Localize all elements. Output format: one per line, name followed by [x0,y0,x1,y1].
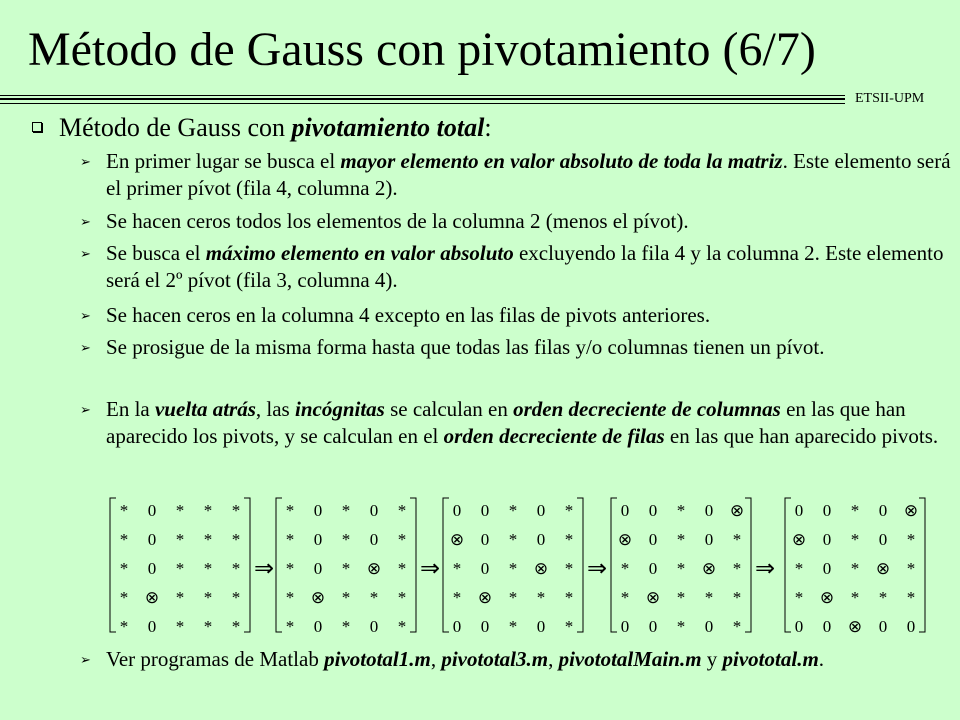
matrix-cell: 0 [704,501,714,520]
arrow-bullet-icon: ➢ [80,652,91,667]
matrix-cell: ⊗ [875,559,891,578]
matrix-cell: * [397,530,407,549]
implies-arrow-icon: ⇒ [587,554,608,582]
matrix-cell: 0 [147,559,157,578]
matrix-cell: * [341,588,351,607]
matrix-cell: 0 [147,530,157,549]
matrix-cell: * [732,530,742,549]
list-item: ➢ Ver programas de Matlab pivototal1.m, pivototal3.m, pivototalMain.m y pivototal.m. [80,647,825,671]
matrix-cell: ⊗ [729,501,745,520]
matrix-cell: * [452,559,462,578]
matrix-cell: * [508,559,518,578]
matrix [276,498,416,636]
matrix-cell: * [508,588,518,607]
matrix-cell: * [676,588,686,607]
matrix-cell: * [203,501,213,520]
matrix-cell: * [119,559,129,578]
matrix-cell: 0 [452,617,462,636]
matrix-cell: * [397,501,407,520]
matrix-cell: 0 [313,501,323,520]
matrix-cell: ⊗ [617,530,633,549]
matrix-cell: * [704,588,714,607]
matrix-cell: * [850,559,860,578]
matrix-cell: * [175,588,185,607]
matrix-cell: * [341,559,351,578]
matrix-right-bracket [577,498,583,632]
matrix-cell: ⊗ [533,559,549,578]
matrix-left-bracket [110,498,116,632]
matrix-cell: 0 [878,530,888,549]
matrix-cell: ⊗ [819,588,835,607]
matrix-cell: * [369,588,379,607]
matrix-cell: * [850,588,860,607]
matrix [785,498,925,636]
institution-label: ETSII-UPM [855,91,925,106]
list-item: ➢ Se prosigue de la misma forma hasta que todas las filas y/o columnas tienen un pívot. [80,335,825,359]
matrix-cell: * [341,617,351,636]
matrix-cell: 0 [822,530,832,549]
matrix-cell: * [508,501,518,520]
list-item: ➢ En primer lugar se busca el mayor elemento en valor absoluto de toda la matriz. Este elemento será el primer pívot (fila 4, columna 2). [80,149,951,200]
implies-arrow-icon: ⇒ [755,554,776,582]
header-rule [0,98,845,100]
matrix-cell: ⊗ [144,588,160,607]
matrix-cell: * [564,559,574,578]
matrix-cell: 0 [480,501,490,520]
matrix-cell: * [231,617,241,636]
matrix-cell: * [564,530,574,549]
arrow-bullet-icon: ➢ [80,402,91,417]
matrix-cell: * [397,559,407,578]
arrow-bullet-icon: ➢ [80,214,91,229]
matrix-cell: * [564,501,574,520]
implies-arrow-icon: ⇒ [254,554,275,582]
matrix-cell: * [175,501,185,520]
matrix-cell: 0 [147,501,157,520]
matrix-cell: 0 [369,617,379,636]
matrix-cell: * [231,501,241,520]
matrix-cell: * [341,530,351,549]
matrix-cell: * [397,617,407,636]
matrix-cell: * [285,617,295,636]
matrix-cell: * [119,617,129,636]
matrix-cell: 0 [794,617,804,636]
matrix-cell: 0 [822,617,832,636]
matrix-right-bracket [745,498,751,632]
matrix [443,498,583,636]
matrix-cell: * [231,530,241,549]
arrow-bullet-icon: ➢ [80,340,91,355]
matrix [110,498,250,636]
matrix-cell: * [620,559,630,578]
matrix-cell: * [175,559,185,578]
matrix-cell: * [285,501,295,520]
matrix-cell: * [620,588,630,607]
matrix-cell: 0 [648,617,658,636]
matrix-cell: * [564,588,574,607]
matrix-cell: * [850,501,860,520]
matrix-cell: * [119,588,129,607]
matrix-cell: * [906,530,916,549]
matrix-cell: ⊗ [791,530,807,549]
matrix-cell: * [231,588,241,607]
matrix-right-bracket [244,498,250,632]
matrix-cell: ⊗ [449,530,465,549]
matrix-cell: * [536,588,546,607]
matrix-cell: * [794,588,804,607]
arrow-bullet-icon: ➢ [80,246,91,261]
matrix-cell: 0 [536,501,546,520]
matrix-cell: 0 [878,501,888,520]
matrix-cell: * [203,588,213,607]
matrix-sequence [0,496,960,636]
matrix-cell: * [676,530,686,549]
matrix-cell: 0 [822,559,832,578]
list-item: ➢ En la vuelta atrás, las incógnitas se calculan en orden decreciente de columnas en las que han aparecido los pivots, y se calculan en el orden decreciente de filas en las que han aparecido pivots. [80,397,939,448]
header-rule [0,95,845,96]
matrix-cell: * [285,530,295,549]
matrix-cell: * [203,559,213,578]
matrix-cell: 0 [480,559,490,578]
matrix-left-bracket [443,498,449,632]
matrix-cell: 0 [147,617,157,636]
matrix-cell: * [732,588,742,607]
matrix-cell: * [878,588,888,607]
matrix-cell: ⊗ [701,559,717,578]
matrix-cell: * [175,617,185,636]
matrix-cell: * [119,530,129,549]
matrix-cell: 0 [536,530,546,549]
matrix-cell: 0 [906,617,916,636]
matrix-cell: 0 [480,617,490,636]
matrix-left-bracket [785,498,791,632]
matrix-cell: * [508,617,518,636]
matrix-cell: * [676,559,686,578]
matrix-cell: * [676,501,686,520]
matrix-cell: * [850,530,860,549]
matrix-cell: * [203,530,213,549]
header-rule [0,103,845,104]
matrix-cell: * [175,530,185,549]
list-item: ➢ Se hacen ceros en la columna 4 excepto en las filas de pivots anteriores. [80,303,711,327]
matrix-cell: 0 [878,617,888,636]
list-item: ➢ Se hacen ceros todos los elementos de la columna 2 (menos el pívot). [80,209,689,233]
matrix-cell: * [119,501,129,520]
matrix-cell: 0 [536,617,546,636]
matrix-cell: ⊗ [477,588,493,607]
matrix-cell: * [906,559,916,578]
matrix-cell: * [341,501,351,520]
matrix-cell: 0 [620,501,630,520]
matrix-cell: * [732,617,742,636]
matrix-cell: 0 [369,501,379,520]
main-bullet: Método de Gauss con pivotamiento total: [32,113,492,143]
matrix-cell: 0 [313,559,323,578]
arrow-bullet-icon: ➢ [80,154,91,169]
matrix-cell: 0 [704,617,714,636]
matrix-cell: ⊗ [847,617,863,636]
matrix-cell: ⊗ [310,588,326,607]
matrix-cell: * [285,559,295,578]
matrix-cell: 0 [648,530,658,549]
matrix-cell: * [906,588,916,607]
matrix-cell: * [397,588,407,607]
matrix [611,498,751,636]
matrix-cell: 0 [620,617,630,636]
matrix-cell: 0 [822,501,832,520]
matrix-cell: 0 [704,530,714,549]
arrow-bullet-icon: ➢ [80,308,91,323]
matrix-cell: 0 [480,530,490,549]
matrix-cell: 0 [313,617,323,636]
matrix-cell: 0 [794,501,804,520]
matrix-left-bracket [611,498,617,632]
matrix-cell: * [564,617,574,636]
list-item: ➢ Se busca el máximo elemento en valor absoluto excluyendo la fila 4 y la columna 2. Este elemento será el 2º pívot (fila 3, columna 4). [80,241,944,292]
matrix-cell: * [452,588,462,607]
matrix-cell: 0 [648,501,658,520]
slide-title: Método de Gauss con pivotamiento (6/7) [28,23,816,76]
matrix-cell: 0 [369,530,379,549]
matrix-left-bracket [276,498,282,632]
matrix-cell: ⊗ [903,501,919,520]
matrix-right-bracket [919,498,925,632]
matrix-cell: 0 [452,501,462,520]
matrix-cell: ⊗ [366,559,382,578]
matrix-cell: 0 [313,530,323,549]
matrix-cell: * [794,559,804,578]
matrix-cell: * [231,559,241,578]
matrix-right-bracket [410,498,416,632]
matrix-cell: * [203,617,213,636]
matrix-cell: 0 [648,559,658,578]
matrix-cell: ⊗ [645,588,661,607]
matrix-cell: * [676,617,686,636]
matrix-cell: * [508,530,518,549]
square-bullet-icon [32,122,42,132]
matrix-cell: * [285,588,295,607]
matrix-cell: * [732,559,742,578]
implies-arrow-icon: ⇒ [420,554,441,582]
